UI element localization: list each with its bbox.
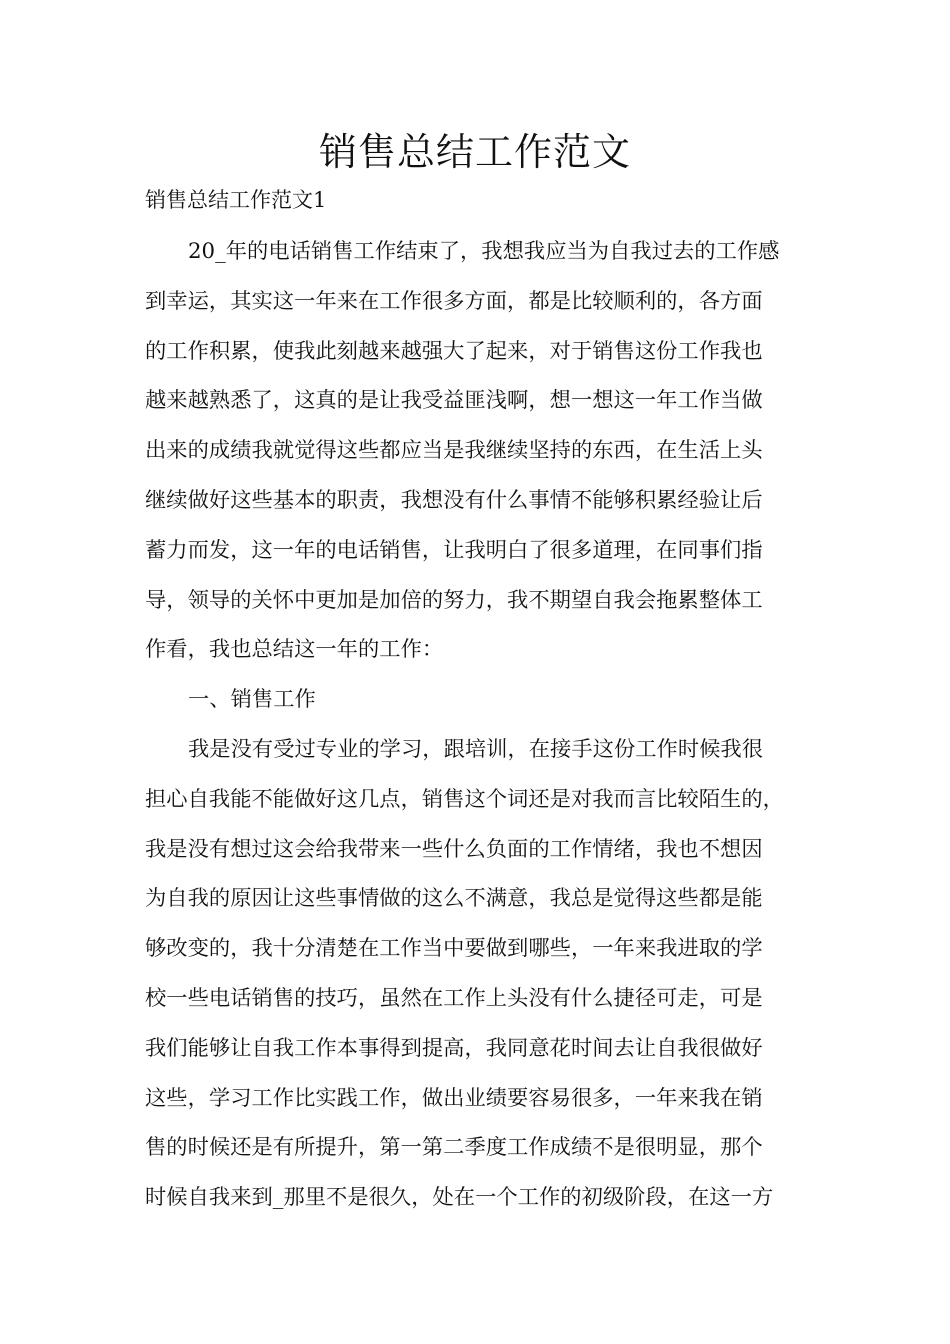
paragraph-line: 我是没有受过专业的学习，跟培训，在接手这份工作时候我很 bbox=[188, 736, 764, 762]
paragraph-line: 这些，学习工作比实践工作，做出业绩要容易很多，一年来我在销 bbox=[145, 1085, 763, 1111]
paragraph-line: 导，领导的关怀中更加是加倍的努力，我不期望自我会拖累整体工 bbox=[145, 587, 763, 613]
paragraph-line: 售的时候还是有所提升，第一第二季度工作成绩不是很明显，那个 bbox=[145, 1135, 763, 1161]
paragraph-line: 时候自我来到_那里不是很久，处在一个工作的初级阶段，在这一方 bbox=[145, 1185, 774, 1211]
paragraph-line: 继续做好这些基本的职责，我想没有什么事情不能够积累经验让后 bbox=[145, 487, 763, 513]
section-heading: 一、销售工作 bbox=[188, 687, 316, 713]
document-title: 销售总结工作范文 bbox=[318, 130, 631, 174]
paragraph-line: 我是没有想过这会给我带来一些什么负面的工作情绪，我也不想因 bbox=[145, 836, 763, 862]
paragraph-line: 越来越熟悉了，这真的是让我受益匪浅啊，想一想这一年工作当做 bbox=[145, 388, 763, 414]
paragraph-line: 担心自我能不能做好这几点，销售这个词还是对我而言比较陌生的， bbox=[145, 786, 784, 812]
paragraph-line: 出来的成绩我就觉得这些都应当是我继续坚持的东西，在生活上头 bbox=[145, 438, 763, 464]
paragraph-line: 的工作积累，使我此刻越来越强大了起来，对于销售这份工作我也 bbox=[145, 338, 763, 364]
document-subtitle: 销售总结工作范文1 bbox=[145, 188, 327, 212]
paragraph-line: 我们能够让自我工作本事得到提高，我同意花时间去让自我很做好 bbox=[145, 1035, 763, 1061]
paragraph-line: 作看，我也总结这一年的工作： bbox=[145, 637, 444, 663]
paragraph-line: 为自我的原因让这些事情做的这么不满意，我总是觉得这些都是能 bbox=[145, 886, 763, 912]
paragraph-line: 够改变的，我十分清楚在工作当中要做到哪些，一年来我进取的学 bbox=[145, 936, 763, 962]
paragraph-line: 到幸运，其实这一年来在工作很多方面，都是比较顺利的，各方面 bbox=[145, 288, 763, 314]
paragraph-line: 蓄力而发，这一年的电话销售，让我明白了很多道理，在同事们指 bbox=[145, 537, 763, 563]
document-body bbox=[145, 232, 810, 1228]
paragraph-line: 校一些电话销售的技巧，虽然在工作上头没有什么捷径可走，可是 bbox=[145, 985, 763, 1011]
paragraph-line: 20_年的电话销售工作结束了，我想我应当为自我过去的工作感 bbox=[188, 239, 780, 264]
